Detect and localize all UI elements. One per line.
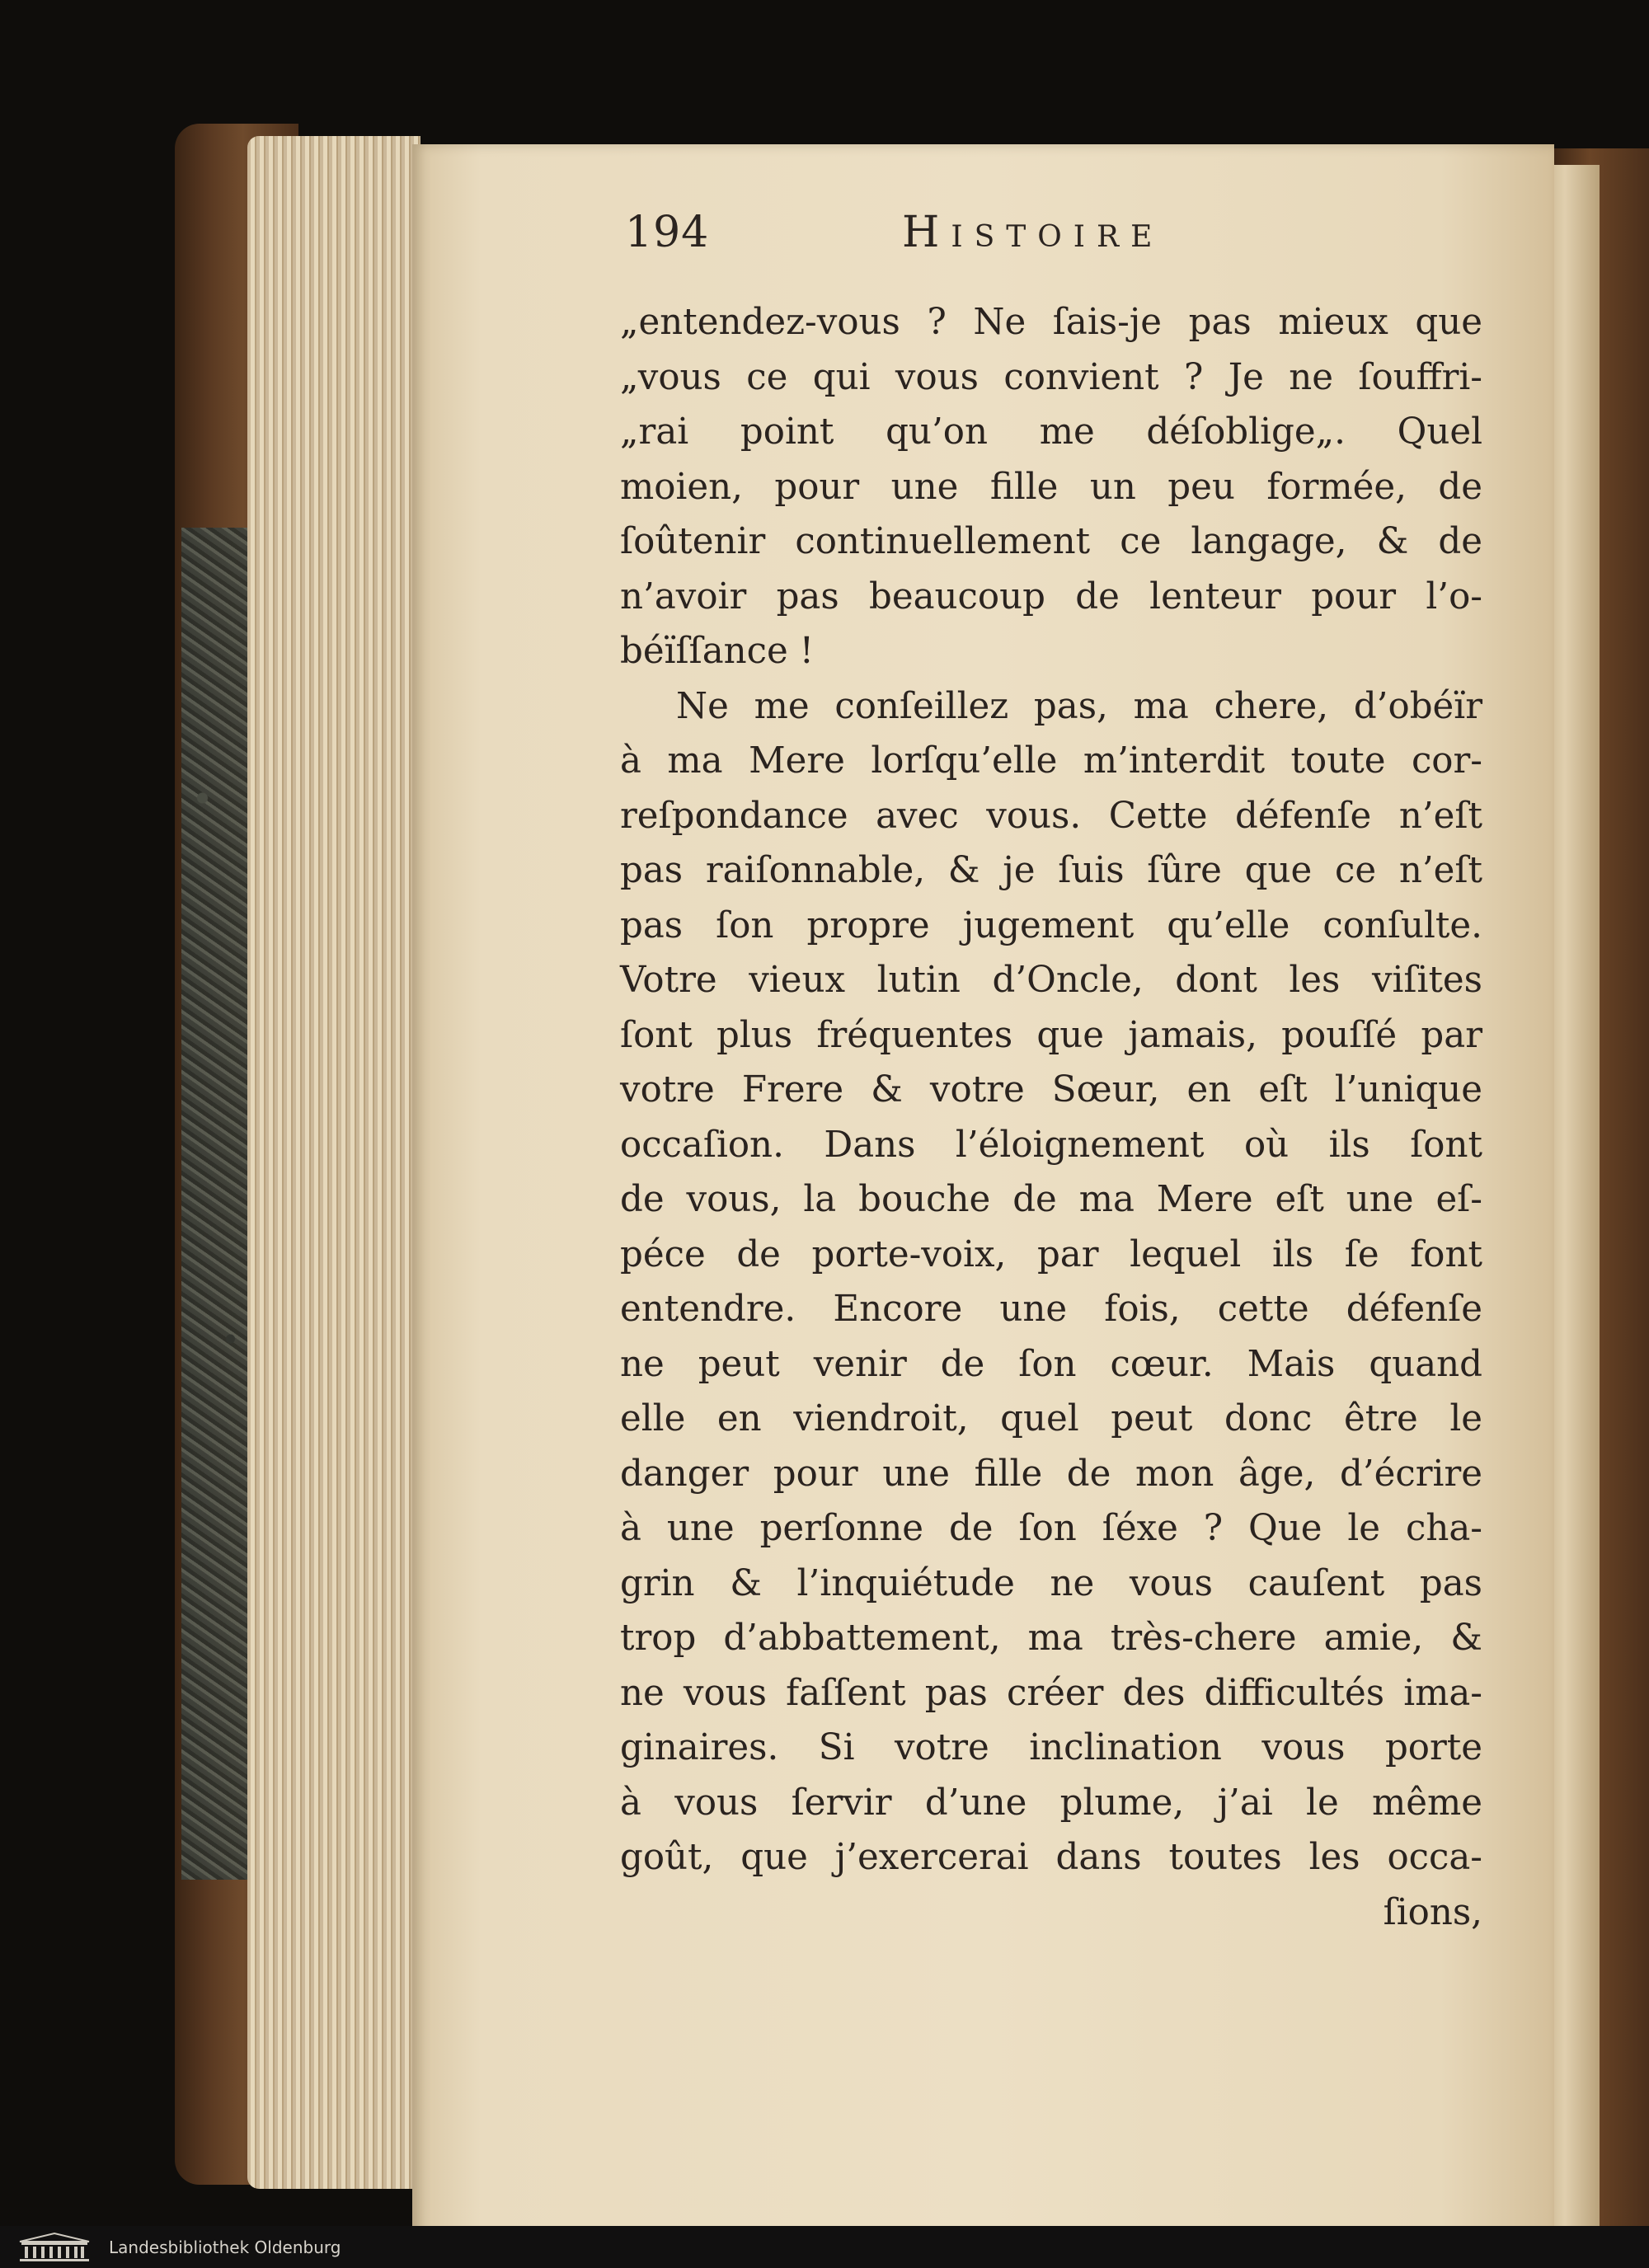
text-line: goût, que j’exercerai dans toutes les occa- [620,1837,1482,1878]
text-line: Ne me conſeillez pas, ma chere, d’obéïr [676,685,1482,727]
footer-bar [0,2226,1649,2268]
text-line: danger pour une fille de mon âge, d’écrire [620,1453,1482,1495]
text-line: n’avoir pas beaucoup de lenteur pour l’o- [620,575,1482,617]
library-name: Landesbibliothek Oldenburg [109,2237,341,2257]
text-line: votre Frere & votre Sœur, en eſt l’unique [620,1069,1482,1111]
text-line: à une perſonne de ſon ſéxe ? Que le cha- [620,1508,1482,1549]
text-line: ginaires. Si votre inclination vous porte [620,1727,1482,1768]
text-line: grin & l’inquiétude ne vous cauſent pas [620,1562,1482,1604]
page-header [625,208,1507,265]
text-line: trop d’abbattement, ma très-chere amie, & [620,1618,1482,1659]
text-line: entendre. Encore une fois, cette défenſe [620,1289,1482,1330]
text-line: occaſion. Dans l’éloignement où ils ſont [620,1124,1482,1166]
page-block-edge [247,136,420,2189]
body-text [620,295,1482,1940]
text-line: béïſſance ! [620,631,815,672]
marbled-board [181,528,251,1880]
text-line: ne vous faſſent pas créer des difficultés ima- [620,1672,1482,1714]
text-line: pas raiſonnable, & je ſuis ſûre que ce n’eſt [620,850,1482,891]
text-line: reſpondance avec vous. Cette défenſe n’eſt [620,795,1482,837]
text-line: ſont plus fréquentes que jamais, pouſſé par [620,1014,1482,1056]
text-line: Votre vieux lutin d’Oncle, dont les viſites [620,960,1482,1001]
text-line: elle en viendroit, quel peut donc être le [620,1398,1482,1439]
text-line: péce de porte-voix, par lequel ils ſe font [620,1233,1482,1275]
text-line: de vous, la bouche de ma Mere eſt une eſ- [620,1179,1482,1220]
text-line: à ma Mere lorſqu’elle m’interdit toute cor- [620,740,1482,782]
text-line: à vous ſervir d’une plume, j’ai le même [620,1782,1482,1824]
catchword: ſions, [1383,1891,1482,1933]
text-line: „vous ce qui vous convient ? Je ne ſouffri- [620,356,1482,398]
text-line: „rai point qu’on me déſoblige„. Quel [620,411,1482,453]
text-line: ne peut venir de ſon cœur. Mais quand [620,1343,1482,1385]
text-line: ſoûtenir continuellement ce langage, & de [620,521,1482,562]
text-line: pas ſon propre jugement qu’elle conſulte. [620,904,1482,946]
page-number: 194 [625,208,710,257]
text-line: moien, pour une fille un peu formée, de [620,466,1482,508]
text-line: „entendez-vous ? Ne ſais-je pas mieux que [620,302,1482,343]
library-building-icon [15,2231,94,2264]
running-head: Histoire [902,208,1164,257]
